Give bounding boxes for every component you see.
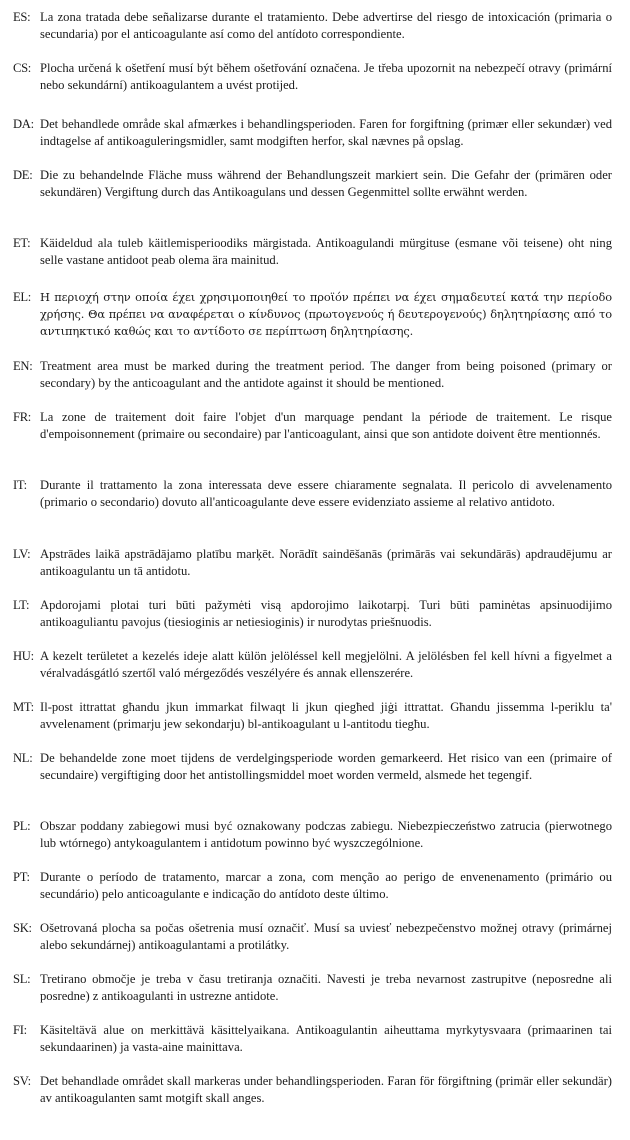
entry-text: Apstrādes laikā apstrādājamo platību marķēt. Norādīt saindēšanās (primārās vai sekundārās) apdraudējumu ar antikoagulantu un tā antidotu. — [40, 547, 612, 578]
language-code: PT: — [13, 870, 30, 884]
entry-text: Apdorojami plotai turi būti pažymėti visą apdorojimo laikotarpį. Turi būti paminėtas apsinuodijimo antikoaguliantu pavojus (tiesioginis ar netiesioginis) ir nurodytas priešnuodis. — [40, 598, 612, 629]
language-code: IT: — [13, 478, 27, 492]
entry-text: La zone de traitement doit faire l'objet d'un marquage pendant la période de traitement. Le risque d'empoisonnement (primaire ou secondaire) par l'anticoagulant, ainsi que son antidote doivent être mentionnés. — [40, 410, 612, 441]
entry-text: Treatment area must be marked during the treatment period. The danger from being poisoned (primary or secondary) by the anticoagulant and the antidote against it should be mentioned. — [40, 359, 612, 390]
language-code: ES: — [13, 10, 31, 24]
language-code: DE: — [13, 168, 33, 182]
entry-text: Durante o período de tratamento, marcar a zona, com menção ao perigo de envenenamento (primário ou secundário) pelo anticoagulante e indicação do antídoto deste último. — [40, 870, 612, 901]
entry-text: Det behandlade området skall markeras under behandlingsperioden. Faran för förgiftning (primär eller sekundär) av antikoagulanten samt motgift skall anges. — [40, 1074, 612, 1105]
entry-text: Det behandlede område skal afmærkes i behandlingsperioden. Faren for forgiftning (primær eller sekundær) ved indtagelse af antikoaguleringsmidler, samt modgiften herfor, skal nævnes på opslag. — [40, 117, 612, 148]
language-code: DA: — [13, 117, 34, 131]
language-code: MT: — [13, 700, 34, 714]
entry-text: Η περιοχή στην οποία έχει χρησιμοποιηθεί το προϊόν πρέπει να έχει σημαδευτεί κατά την περίοδο χρήσης. Θα πρέπει να αναφέρεται ο κίνδυνος (πρωτογενούς ή δευτερογενούς) δηλητηρίασης από το αντιπηκτικό καθώς και το αντίδοτο σε περίπτωση δηλητηρίασης. — [40, 290, 612, 338]
entry-text: A kezelt területet a kezelés ideje alatt külön jelöléssel kell megjelölni. A jelölésben fel kell hívni a figyelmet a véralvadásgátló szertől való mérgeződés veszélyére és annak ellenszerére. — [40, 649, 612, 680]
entry-text: Il-post ittrattat għandu jkun immarkat filwaqt li jkun qiegħed jiġi ittrattat. Għandu jissemma l-periklu ta' avvelenament (primarju jew sekondarju) bl-antikoagulant u l-antitodu tiegħu. — [40, 700, 612, 731]
language-code: NL: — [13, 751, 33, 765]
language-code: FR: — [13, 410, 32, 424]
language-code: EN: — [13, 359, 33, 373]
language-code: SL: — [13, 972, 31, 986]
entry-text: Käideldud ala tuleb käitlemisperioodiks märgistada. Antikoagulandi mürgituse (esmane või teisene) oht ning selle vastane antidoot peab olema ära mainitud. — [40, 236, 612, 267]
entry-text: Tretirano območje je treba v času tretiranja označiti. Navesti je treba nevarnost zastrupitve (neposredne ali posredne) z antikoagulanti in ustrezne antidote. — [40, 972, 612, 1003]
entry-text: Plocha určená k ošetření musí být během ošetřování označena. Je třeba upozornit na nebezpečí otravy (primární nebo sekundární) antikoagulantem a uvést protijed. — [40, 61, 612, 92]
language-code: LT: — [13, 598, 30, 612]
language-code: SV: — [13, 1074, 31, 1088]
entry-text: La zona tratada debe señalizarse durante el tratamiento. Debe advertirse del riesgo de intoxicación (primaria o secundaria) por el anticoagulante así como del antídoto correspondiente. — [40, 10, 612, 41]
entry-text: Obszar poddany zabiegowi musi być oznakowany podczas zabiegu. Niebezpieczeństwo zatrucia (pierwotnego lub wtórnego) antykoagulantem i antidotum powinno być wyszczególnione. — [40, 819, 612, 850]
entry-text: Die zu behandelnde Fläche muss während der Behandlungszeit markiert sein. Die Gefahr der (primären oder sekundären) Vergiftung durch das Antikoagulans und dessen Gegenmittel sollte erwähnt werden. — [40, 168, 612, 199]
language-code: CS: — [13, 61, 32, 75]
language-code: EL: — [13, 290, 31, 304]
entry-text: Käsiteltävä alue on merkittävä käsittelyaikana. Antikoagulantin aiheuttama myrkytysvaara (primaarinen tai sekundaarinen) ja vasta-aine mainittava. — [40, 1023, 612, 1054]
language-code: PL: — [13, 819, 31, 833]
language-code: HU: — [13, 649, 34, 663]
entry-text: Ošetrovaná plocha sa počas ošetrenia musí označiť. Musí sa uviesť nebezpečenstvo možnej otravy (primárnej alebo sekundárnej) antikoagulantami a protilátky. — [40, 921, 612, 952]
language-code: ET: — [13, 236, 31, 250]
language-code: SK: — [13, 921, 32, 935]
language-code: LV: — [13, 547, 31, 561]
entry-text: De behandelde zone moet tijdens de verdelgingsperiode worden gemarkeerd. Het risico van een (primaire of secundaire) vergiftiging door het antistollingsmiddel moet worden vermeld, alsmede het tegengif. — [40, 751, 612, 782]
entry-text: Durante il trattamento la zona interessata deve essere chiaramente segnalata. Il pericolo di avvelenamento (primario o secondario) dovuto all'anticoagulante deve essere evidenziato assieme al relativo antidoto. — [40, 478, 612, 509]
language-code: FI: — [13, 1023, 27, 1037]
